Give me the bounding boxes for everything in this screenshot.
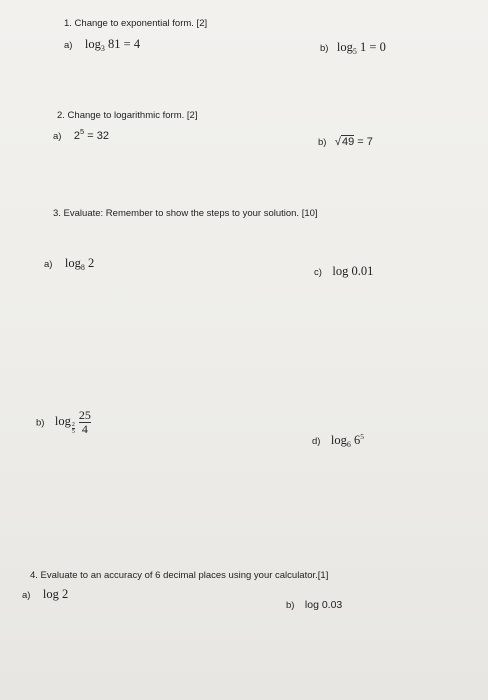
q1-part-a bbox=[64, 35, 140, 53]
q4a-expression: log 2 bbox=[42, 587, 69, 601]
q2b-expression: √49 = 7 bbox=[334, 136, 373, 148]
q3-part-c bbox=[314, 262, 373, 280]
q1-part-b bbox=[320, 38, 386, 56]
q4b-expression: log 0.03 bbox=[304, 599, 343, 611]
q3d-label: d) bbox=[312, 436, 321, 447]
q4-part-a bbox=[22, 585, 68, 603]
q3b-expression: $\log\frac{2}{5} \frac{25}{4}$ bbox=[54, 408, 91, 436]
q3b-label: b) bbox=[36, 417, 45, 429]
q2a-expression: $2^5 = 32$ bbox=[73, 127, 109, 142]
q2-title: 2. Change to logarithmic form. [2] bbox=[57, 110, 198, 121]
q2-part-b bbox=[318, 132, 373, 150]
q1a-expression: $\log_3 81 = 4$ bbox=[84, 37, 141, 53]
q2-part-a bbox=[53, 126, 109, 144]
q3-part-d bbox=[312, 431, 364, 449]
q4-part-b bbox=[286, 595, 342, 613]
q1b-expression: $\log_5 1 = 0$ bbox=[336, 40, 386, 56]
q1-title: 1. Change to exponential form. [2] bbox=[64, 18, 208, 29]
q2b-label: b) bbox=[318, 137, 327, 148]
q3a-expression: $\log_8 2$ bbox=[64, 256, 95, 272]
q3d-expression: $\log_6 6^5$ bbox=[330, 432, 365, 449]
q4-title: 4. Evaluate to an accuracy of 6 decimal places using your calculator.[1] bbox=[30, 570, 329, 581]
q3-part-b bbox=[36, 410, 91, 435]
q4b-label: b) bbox=[286, 600, 295, 611]
q1b-label: b) bbox=[320, 43, 329, 54]
q3c-label: c) bbox=[314, 267, 322, 278]
q3c-expression: log 0.01 bbox=[332, 264, 374, 278]
q3-title: 3. Evaluate: Remember to show the steps to your solution. [10] bbox=[53, 208, 318, 219]
q2a-label: a) bbox=[53, 131, 62, 142]
q3a-label: a) bbox=[44, 259, 53, 270]
q3-part-a bbox=[44, 254, 94, 272]
q4a-label: a) bbox=[22, 590, 31, 601]
q1a-label: a) bbox=[64, 40, 73, 51]
